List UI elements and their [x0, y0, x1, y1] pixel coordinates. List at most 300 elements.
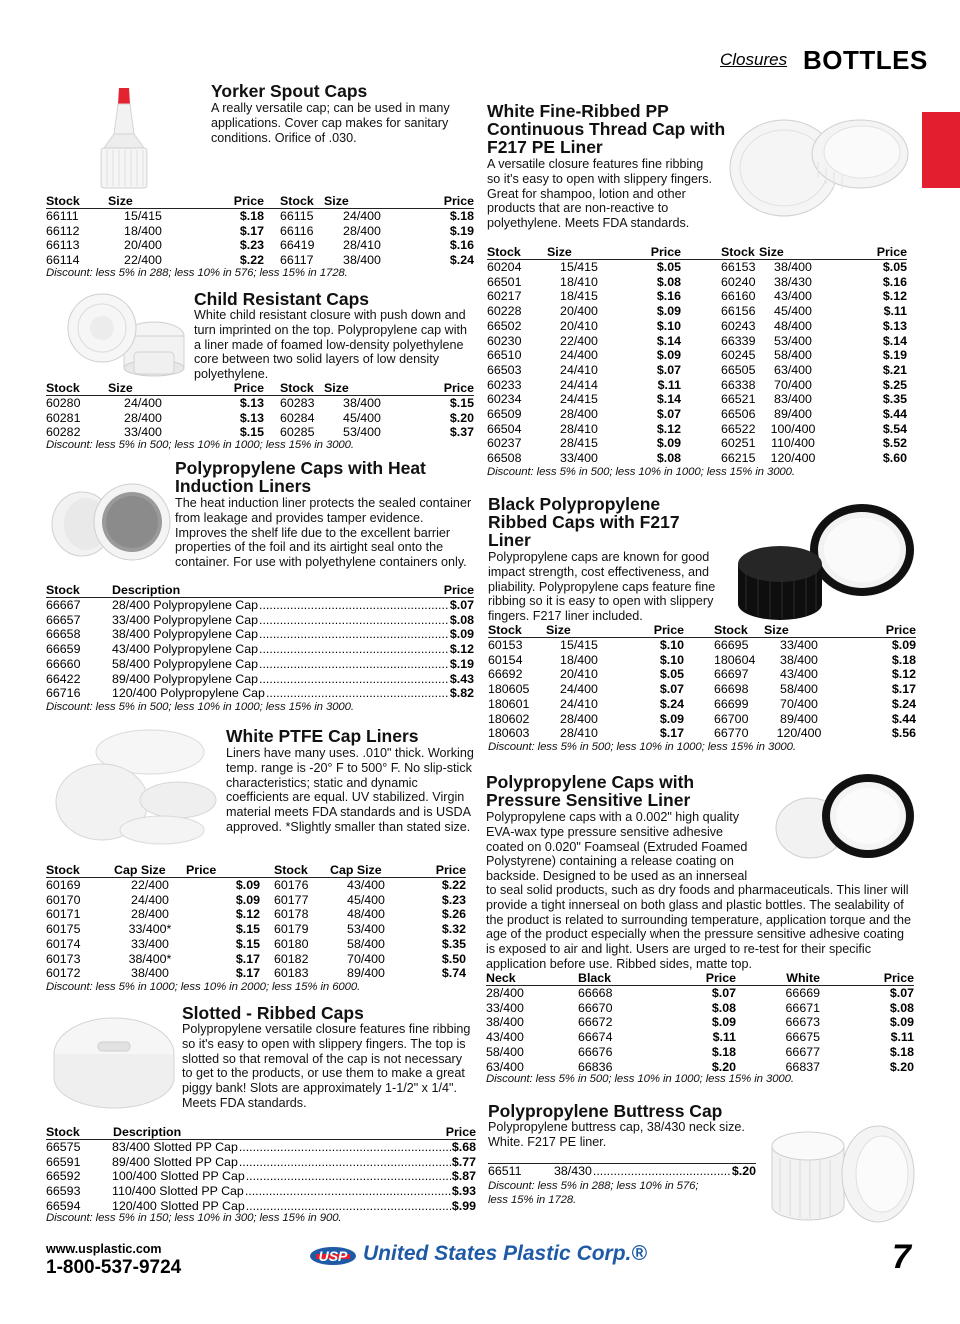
black-discount: Discount: less 5% in 500; less 10% in 1000; less 15% in 3000.: [488, 741, 796, 753]
cell-price: $.93: [451, 1184, 476, 1199]
cell-stock: 180602: [488, 711, 530, 726]
cell-size: 38/400*: [128, 951, 172, 966]
cell-size: 100/400: [770, 421, 816, 436]
cell-stock: 66508: [487, 451, 522, 466]
cell-description: 100/400 Slotted PP Cap: [112, 1169, 245, 1184]
table-row: [487, 304, 907, 319]
table-row: [46, 1155, 476, 1170]
cell-neck: 33/400: [486, 1000, 524, 1015]
cell-stock: 66698: [714, 682, 749, 697]
cell-stock: 66156: [721, 304, 756, 319]
cell-price: $.43: [449, 671, 474, 686]
cell-price: $.37: [449, 425, 474, 440]
cell-price: $.09: [449, 627, 474, 642]
col-size: Size: [108, 381, 178, 396]
col-price: Price: [827, 245, 907, 260]
cell-stock: 66593: [46, 1184, 81, 1199]
cell-price: $.35: [441, 936, 466, 951]
pressure-description-wide: to seal solid products, such as dry foods and pharmaceuticals. This liner will provide a tight innerseal on both glass and plastic bottles. The sealability of the product is related to surrounding temperature, application torque and the age of the product especially when the pressure sensitive adhesive coating is exposed to air and light. Users are urged to re-test for their specific application before use. Ribbed sides, matte top.: [486, 883, 911, 971]
table-row: [46, 1140, 476, 1155]
cell-size: 38/400: [343, 396, 381, 410]
col-price: Price: [834, 623, 916, 638]
cell-size: 28/400: [131, 907, 169, 922]
buttress-stock: 66511: [488, 1164, 522, 1178]
cell-size: 18/410: [560, 274, 598, 289]
pressure-title: Polypropylene Caps with Pressure Sensitive Liner: [486, 772, 695, 810]
cell-stock: 66339: [721, 333, 756, 348]
cell-price: $.17: [891, 682, 916, 697]
cell-size: 63/400: [774, 362, 812, 377]
cell-stock: 66770: [714, 726, 749, 741]
cell-stock: 60245: [721, 348, 756, 363]
cell-price: $.15: [235, 936, 260, 951]
cell-size: 58/400: [780, 682, 818, 697]
cell-stock: 60285: [280, 425, 315, 440]
cell-stock: 60176: [274, 878, 309, 892]
cell-stock: 60169: [46, 878, 81, 892]
cell-size: 24/410: [560, 696, 598, 711]
cell-price: $.18: [891, 652, 916, 667]
cell-price: $.05: [659, 667, 684, 682]
cell-price: $.18: [239, 209, 264, 223]
cell-neck: 43/400: [486, 1030, 524, 1045]
cell-stock: 60243: [721, 318, 756, 333]
cell-size: 28/400: [560, 407, 598, 422]
cell-stock: 66503: [487, 362, 522, 377]
cell-price: $.12: [656, 421, 681, 436]
cell-stock: 60154: [488, 652, 523, 667]
cell-size: 70/400: [774, 377, 812, 392]
cell-price: $.05: [656, 260, 681, 274]
cell-price: $.24: [891, 696, 916, 711]
col-neck: Neck: [486, 971, 578, 986]
cell-stock: 60230: [487, 333, 522, 348]
cell-price: $.24: [659, 696, 684, 711]
section-label-closures: Closures: [720, 50, 788, 69]
company-name: United States Plastic Corp.®: [363, 1242, 647, 1265]
buttress-price-row: [488, 1163, 756, 1179]
cell-price: $.87: [451, 1169, 476, 1184]
cell-price: $.50: [441, 951, 466, 966]
cell-price: $.20: [711, 1059, 736, 1074]
cell-stock: 66509: [487, 407, 522, 422]
cell-stock: 66501: [487, 274, 522, 289]
cell-stock: 60280: [46, 396, 81, 410]
cell-stock: 60183: [274, 966, 309, 981]
cell-stock: 60281: [46, 410, 81, 425]
cell-stock: 66660: [46, 656, 81, 671]
cell-size: 28/410: [343, 238, 381, 253]
cell-description: 33/400 Polypropylene Cap: [112, 612, 259, 627]
footer-url[interactable]: www.usplastic.com: [46, 1242, 162, 1256]
cell-price: $.07: [656, 407, 681, 422]
red-tab-marker: [922, 112, 960, 188]
cell-stock: 66419: [280, 238, 315, 253]
cell-price: $.14: [656, 333, 681, 348]
cell-price: $.09: [891, 638, 916, 652]
col-price: Price: [402, 863, 466, 878]
cell-size: 28/400: [343, 223, 381, 238]
cell-size: 120/400: [770, 451, 816, 466]
col-size: Size: [324, 381, 400, 396]
buttress-description: Polypropylene buttress cap, 38/430 neck size. White. F217 PE liner.: [488, 1120, 745, 1149]
cell-size: 38/400: [343, 253, 381, 268]
cell-black: 66674: [578, 1030, 613, 1045]
cell-price: $.09: [235, 878, 260, 892]
cell-stock: 66111: [46, 209, 79, 223]
heat-description: The heat induction liner protects the sealed container from leakage and provides tamper evidence. Improves the shelf life due to the excellent barrier properties of the foil and its airtight seal onto the container. For use with polyethylene containers only.: [175, 496, 472, 570]
cell-price: $.10: [656, 318, 681, 333]
cell-price: $.25: [882, 377, 907, 392]
cell-stock: 66697: [714, 667, 749, 682]
table-row: [46, 253, 474, 268]
fineribbed-discount: Discount: less 5% in 500; less 10% in 1000; less 15% in 3000.: [487, 466, 795, 478]
cell-stock: 60179: [274, 922, 309, 937]
cell-price: $.22: [239, 253, 264, 268]
col-size: Size: [759, 245, 827, 260]
table-row: [46, 1184, 476, 1199]
cell-black: 66836: [578, 1059, 613, 1074]
cell-price: $.07: [711, 986, 736, 1000]
usp-logo-icon: [310, 1245, 356, 1267]
cell-stock: 66659: [46, 642, 81, 657]
cell-size: 58/400: [347, 936, 385, 951]
table-row: [488, 726, 916, 741]
cell-stock: 66521: [721, 392, 756, 407]
cell-price: $.17: [235, 966, 260, 981]
col-stock: Stock: [46, 863, 114, 878]
cell-price: $.16: [656, 289, 681, 304]
cell-size: 53/400: [774, 333, 812, 348]
cell-size: 70/400: [347, 951, 385, 966]
child-title: Child Resistant Caps: [194, 289, 370, 309]
cell-price: $.17: [659, 726, 684, 741]
col-stock: Stock: [46, 194, 108, 209]
cell-price: $.74: [441, 966, 466, 981]
cell-neck: 28/400: [486, 986, 524, 1000]
black-description: Polypropylene caps are known for good impact strength, cost effectiveness, and pliability. Polypropylene caps feature fine ribbing so it is easy to open with slippery fingers. F217 liner included.: [488, 550, 716, 624]
cell-stock: 60180: [274, 936, 309, 951]
col-price: Price: [836, 971, 914, 986]
table-row: [46, 598, 474, 613]
heat-induction-cap-image: [46, 480, 172, 564]
cell-white: 66671: [785, 1000, 820, 1015]
cell-neck: 38/400: [486, 1015, 524, 1030]
cell-size: 18/400: [124, 223, 162, 238]
cell-stock: 60175: [46, 922, 81, 937]
cell-price: $.18: [449, 209, 474, 223]
cell-size: 33/400: [124, 425, 162, 440]
cell-stock: 180601: [488, 696, 530, 711]
cell-size: 89/400: [774, 407, 812, 422]
table-row: [46, 937, 466, 952]
table-row: [488, 682, 916, 697]
cell-price: $.13: [239, 410, 264, 425]
table-row: [487, 451, 907, 466]
cell-price: $.09: [889, 1015, 914, 1030]
cell-price: $.08: [656, 274, 681, 289]
slotted-discount: Discount: less 5% in 150; less 10% in 300; less 15% in 900.: [46, 1212, 342, 1224]
col-price: Price: [178, 194, 264, 209]
cell-size: 48/400: [774, 318, 812, 333]
cell-neck: 58/400: [486, 1044, 524, 1059]
cell-price: $.17: [239, 223, 264, 238]
slotted-price-table: [46, 1125, 476, 1214]
table-row: [46, 952, 466, 967]
cell-price: $.22: [441, 878, 466, 892]
cell-size: 24/415: [560, 392, 598, 407]
table-row: [488, 638, 916, 653]
cell-stock: 66506: [721, 407, 756, 422]
slotted-cap-image: [44, 1008, 184, 1114]
col-stock: Stock: [684, 623, 764, 638]
col-stock: Stock: [46, 1125, 80, 1139]
cell-white: 66675: [785, 1030, 820, 1045]
cell-size: 38/430: [774, 274, 812, 289]
cell-price: $.12: [891, 667, 916, 682]
cell-stock: 66716: [46, 686, 81, 701]
cell-stock: 66114: [46, 253, 80, 268]
cell-neck: 63/400: [486, 1059, 524, 1074]
cell-price: $.21: [882, 362, 907, 377]
cell-price: $.05: [882, 260, 907, 274]
cell-size: 53/400: [347, 922, 385, 937]
table-row: [46, 642, 474, 657]
cell-size: 28/415: [560, 436, 598, 451]
cell-stock: 66160: [721, 289, 756, 304]
cell-stock: 60177: [274, 892, 309, 907]
table-row: [486, 1015, 914, 1030]
cell-price: $.44: [882, 407, 907, 422]
yorker-spout-cap-image: [92, 84, 156, 192]
col-stock: Stock: [681, 245, 759, 260]
fineribbed-cap-image: [722, 112, 914, 220]
cell-stock: 66699: [714, 696, 749, 711]
cell-stock: 60204: [487, 260, 522, 274]
cell-price: $.09: [235, 892, 260, 907]
col-price: Price: [400, 381, 474, 396]
table-row: [488, 667, 916, 682]
cell-price: $.11: [657, 377, 681, 392]
cell-black: 66676: [578, 1044, 613, 1059]
table-row: [46, 627, 474, 642]
cell-stock: 180603: [488, 726, 530, 741]
heat-price-table: [46, 583, 474, 701]
ptfe-discount: Discount: less 5% in 1000; less 10% in 2000; less 15% in 6000.: [46, 981, 361, 993]
cell-size: 38/400: [780, 652, 818, 667]
col-price: Price: [445, 1125, 476, 1139]
cell-size: 24/400: [131, 892, 169, 907]
cell-stock: 66504: [487, 421, 522, 436]
cell-size: 24/400: [560, 348, 598, 363]
cell-size: 45/400: [774, 304, 812, 319]
cell-size: 28/400: [124, 410, 162, 425]
col-price: Price: [400, 194, 474, 209]
cell-price: $.19: [882, 348, 907, 363]
col-stock: Stock: [260, 863, 330, 878]
cell-size: 24/400: [124, 396, 162, 410]
table-row: [46, 1169, 476, 1184]
cell-size: 20/400: [124, 238, 162, 253]
cell-size: 18/400: [560, 652, 598, 667]
cell-stock: 66502: [487, 318, 522, 333]
cell-size: 43/400: [774, 289, 812, 304]
col-stock: Stock: [46, 583, 80, 597]
buttress-size: 38/430: [554, 1164, 592, 1178]
table-row: [46, 411, 474, 426]
cell-description: 28/400 Polypropylene Cap: [112, 598, 259, 612]
cell-price: $.14: [882, 333, 907, 348]
cell-stock: 60173: [46, 951, 81, 966]
cell-black: 66668: [578, 986, 613, 1000]
black-title: Black Polypropylene Ribbed Caps with F217 Liner: [488, 494, 680, 550]
pressure-cap-image: [770, 770, 916, 864]
cell-stock: 66112: [46, 223, 80, 238]
cell-stock: 60237: [487, 436, 522, 451]
cell-price: $.09: [656, 304, 681, 319]
cell-stock: 60282: [46, 425, 81, 440]
cell-size: 58/400: [774, 348, 812, 363]
yorker-discount: Discount: less 5% in 288; less 10% in 576; less 15% in 1728.: [46, 267, 348, 279]
cell-size: 22/400: [124, 253, 162, 268]
col-stock: Stock: [264, 381, 324, 396]
cell-price: $.09: [656, 348, 681, 363]
col-size: Size: [547, 245, 611, 260]
cell-size: 15/415: [560, 638, 598, 652]
cell-stock: 60251: [721, 436, 756, 451]
col-price: Price: [611, 245, 681, 260]
cell-price: $.77: [451, 1154, 476, 1169]
cell-price: $.82: [449, 686, 474, 701]
table-row: [487, 422, 907, 437]
cell-size: 33/400: [560, 451, 598, 466]
cell-size: 53/400: [343, 425, 381, 440]
footer-phone: 1-800-537-9724: [46, 1257, 182, 1278]
table-row: [487, 319, 907, 334]
cell-price: $.60: [882, 451, 907, 466]
cell-size: 24/400: [343, 209, 381, 223]
table-row: [487, 363, 907, 378]
col-size: Size: [764, 623, 834, 638]
cell-size: 38/400: [131, 966, 169, 981]
table-row: [46, 238, 474, 253]
cell-price: $.19: [449, 656, 474, 671]
table-row: [46, 672, 474, 687]
cell-size: 89/400: [347, 966, 385, 981]
cell-stock: 60182: [274, 951, 309, 966]
heat-title: Polypropylene Caps with Heat Induction Liners: [175, 458, 426, 496]
cell-stock: 66658: [46, 627, 81, 642]
col-price: Price: [654, 971, 736, 986]
table-row: [487, 260, 907, 275]
cell-stock: 60171: [46, 907, 81, 922]
cell-size: 83/400: [774, 392, 812, 407]
cell-size: 24/414: [560, 377, 598, 392]
cell-price: $.20: [449, 410, 474, 425]
table-row: [46, 878, 466, 893]
cell-price: $.08: [711, 1000, 736, 1015]
cell-stock: 60172: [46, 966, 81, 981]
col-size: Size: [546, 623, 612, 638]
cell-price: $.32: [441, 922, 466, 937]
slotted-description: Polypropylene versatile closure features fine ribbing so it's easy to open with slippery fingers. The top is slotted so that removal of the cap is not necessary to get to the products, or use them to make a great piggy bank! Slots are approximately 1-1/2" x 1/4". Meets FDA standards.: [182, 1022, 471, 1110]
cell-size: 28/400: [560, 711, 598, 726]
col-white: White: [736, 971, 836, 986]
table-row: [46, 966, 466, 981]
col-stock: Stock: [487, 245, 547, 260]
col-cap-size: Cap Size: [330, 863, 402, 878]
cell-stock: 60217: [487, 289, 522, 304]
page-title: BOTTLES: [803, 45, 928, 75]
cell-size: 120/400: [776, 726, 822, 741]
cell-stock: 66591: [46, 1154, 81, 1169]
cell-price: $.16: [449, 238, 474, 253]
cell-stock: 60240: [721, 274, 756, 289]
cell-size: 48/400: [347, 907, 385, 922]
table-row: [46, 922, 466, 937]
col-price: Price: [443, 583, 474, 597]
cell-price: $.99: [451, 1198, 476, 1213]
cell-stock: 60233: [487, 377, 522, 392]
black-cap-image: [732, 500, 918, 622]
cell-price: $.68: [451, 1140, 476, 1154]
cell-price: $.12: [235, 907, 260, 922]
cell-price: $.07: [659, 682, 684, 697]
cell-description: 89/400 Slotted PP Cap: [112, 1154, 238, 1169]
cell-stock: 66692: [488, 667, 523, 682]
cell-stock: 66695: [714, 638, 749, 652]
table-row: [487, 392, 907, 407]
table-row: [487, 378, 907, 393]
col-cap-size: Cap Size: [114, 863, 186, 878]
cell-stock: 66592: [46, 1169, 81, 1184]
pressure-price-table: [486, 971, 914, 1074]
ptfe-description: Liners have many uses. .010" thick. Working temp. range is -20° F to 500° F. No slip-stick characteristics; static and dynamic coefficients are equal. UV stabilized. Virgin material meets FDA standards and is USDA approved. *Slightly smaller than stated size.: [226, 746, 474, 834]
cell-stock: 66215: [721, 451, 756, 466]
table-row: [486, 1030, 914, 1045]
cell-stock: 66153: [721, 260, 756, 274]
cell-size: 43/400: [347, 878, 385, 892]
cell-size: 28/410: [560, 421, 598, 436]
cell-size: 22/400: [131, 878, 169, 892]
table-row: [488, 697, 916, 712]
table-row: [46, 893, 466, 908]
child-discount: Discount: less 5% in 500; less 10% in 1000; less 15% in 3000.: [46, 439, 354, 451]
cell-price: $.09: [711, 1015, 736, 1030]
table-row: [487, 348, 907, 363]
cell-size: 43/400: [780, 667, 818, 682]
cell-white: 66673: [785, 1015, 820, 1030]
cell-size: 20/410: [560, 318, 598, 333]
col-size: Size: [324, 194, 400, 209]
table-row: [486, 1001, 914, 1016]
fineribbed-description: A versatile closure features fine ribbing so it's easy to open with slippery fingers. Great for shampoo, lotion and other products that are non-reactive to polyethylene. Meets FDA standards.: [487, 157, 713, 231]
buttress-price: $.20: [731, 1164, 756, 1178]
cell-size: 33/400: [131, 936, 169, 951]
cell-price: $.18: [889, 1044, 914, 1059]
cell-black: 66670: [578, 1000, 613, 1015]
col-description: Description: [113, 1125, 182, 1139]
cell-description: 43/400 Polypropylene Cap: [112, 642, 259, 657]
yorker-price-table: [46, 194, 474, 268]
cell-price: $.09: [659, 711, 684, 726]
cell-stock: 66422: [46, 671, 81, 686]
table-row: [487, 436, 907, 451]
cell-stock: 66113: [46, 238, 80, 253]
cell-size: 33/400*: [128, 922, 172, 937]
cell-price: $.56: [891, 726, 916, 741]
cell-size: 33/400: [780, 638, 818, 652]
